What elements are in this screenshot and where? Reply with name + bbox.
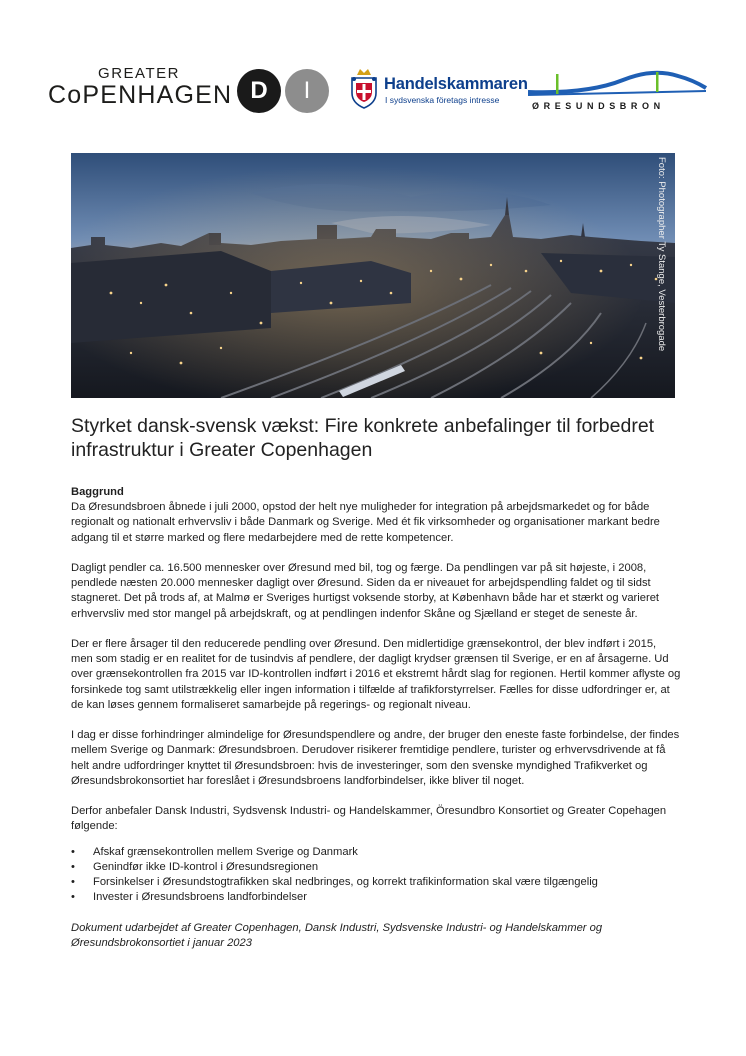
list-item: • Invester i Øresundsbroens landforbindelser	[71, 890, 681, 905]
city-skyline-photo	[71, 153, 675, 398]
logo-strip	[48, 62, 708, 122]
paragraph: Der er flere årsager til den reducerede pendling over Øresund. Den midlertidige grænsekontrol, der blev indført i 2015, men som stadig er en realitet for de tusindvis af pendlere, der dagligt krydser grænsen til Sverige, er en af årsagerne. Ud over grænsekontrollen fra 2015 var ID-kontrollen indført i 2016 et ekstremt hårdt slag for regionen. Hertil kommer aflyste og forsinkede tog samt utilstrækkelig eller ingen information i tilfælde af trafikforstyrrelser. Fælles for disse udfordringer er, at de kan løses gennem formaliseret samarbejde på regerings- og regionalt niveau.	[71, 638, 681, 711]
list-item: • Forsinkelser i Øresundstogtrafikken skal nedbringes, og korrekt trafikinformation skal være tilgængelig	[71, 875, 681, 890]
handelskammaren-tagline: I sydsvenska företags intresse	[385, 95, 500, 105]
photo-credit	[655, 157, 667, 395]
document-footer: Dokument udarbejdet af Greater Copenhagen, Dansk Industri, Sydsvenske Industri- og Handelskammer og Øresundsbrokonsortiet i januar 2023	[71, 921, 603, 949]
paragraph: Dagligt pendler ca. 16.500 mennesker over Øresund med bil, tog og færge. Da pendlingen var på sit højeste, i 2008, pendlede næsten 20.000 mennesker dagligt over Øresund. Siden da er niveauet for arbejdspendling faldet og til sidst stagneret. Det på trods af, at Malmø er Sveriges hurtigst voksende storby, at København både har et stærkt og varieret erhvervsliv med stor mangel på arbejdskraft, og at pendlingen indenfor Skåne og Sjælland er steget de seneste år.	[71, 562, 660, 620]
greater-copenhagen-logo-line2: CoPENHAGEN	[48, 81, 233, 109]
oresundsbron-logo	[528, 68, 708, 118]
photo-credit-text: Foto: Photographer Ty Stange, Vesterbrogade	[656, 157, 667, 352]
list-item: • Genindfør ikke ID-kontrol i Øresundsregionen	[71, 860, 681, 875]
handelskammaren-logo	[346, 67, 528, 113]
section-subheading: Baggrund	[71, 486, 124, 498]
recommendations-list	[71, 845, 681, 906]
paragraph: Da Øresundsbroen åbnede i juli 2000, opstod der helt nye muligheder for integration på arbejdsmarkedet og for både regionalt og nationalt erhvervsliv i både Danmark og Sverige. Med ét fik virksomheder og organisationer markant bedre adgang til et større marked og flere medarbejdere med de rette kompetencer.	[71, 501, 660, 544]
list-item: • Afskaf grænsekontrollen mellem Sverige og Danmark	[71, 845, 681, 860]
paragraph: I dag er disse forhindringer almindelige for Øresundspendlere og andre, der bruger den eneste faste forbindelse, der findes mellem Sverige og Danmark: Øresundsbroen. Derudover risikerer fremtidige pendlere, turister og erhvervsdrivende at få helt andre udfordringer knyttet til Øresundsbroen: hvis de investeringer, som den svenske myndighed Trafikverket og Øresundsbrokonsortiet har foreslået i Øresundsbroens landforbindelser, ikke bliver til noget.	[71, 729, 680, 787]
page-title: Styrket dansk-svensk vækst: Fire konkrete anbefalinger til forbedret infrastruktur i Greater Copenhagen	[71, 415, 655, 461]
paragraph: Derfor anbefaler Dansk Industri, Sydsvensk Industri- og Handelskammer, Öresundbro Konsortiet og Greater Copehagen følgende:	[71, 805, 667, 833]
greater-copenhagen-logo	[48, 65, 233, 109]
di-logo-i: I	[285, 69, 329, 113]
city-skyline-image	[71, 153, 675, 398]
document-body	[71, 485, 681, 951]
handelskammaren-name: Handelskammaren	[384, 75, 528, 93]
greater-copenhagen-logo-line1: GREATER	[98, 65, 180, 82]
crest-icon	[348, 67, 380, 109]
di-logo	[237, 69, 329, 113]
bridge-icon	[528, 68, 708, 100]
oresundsbron-name: ØRESUNDSBRON	[532, 101, 665, 111]
di-logo-d: D	[237, 69, 281, 113]
